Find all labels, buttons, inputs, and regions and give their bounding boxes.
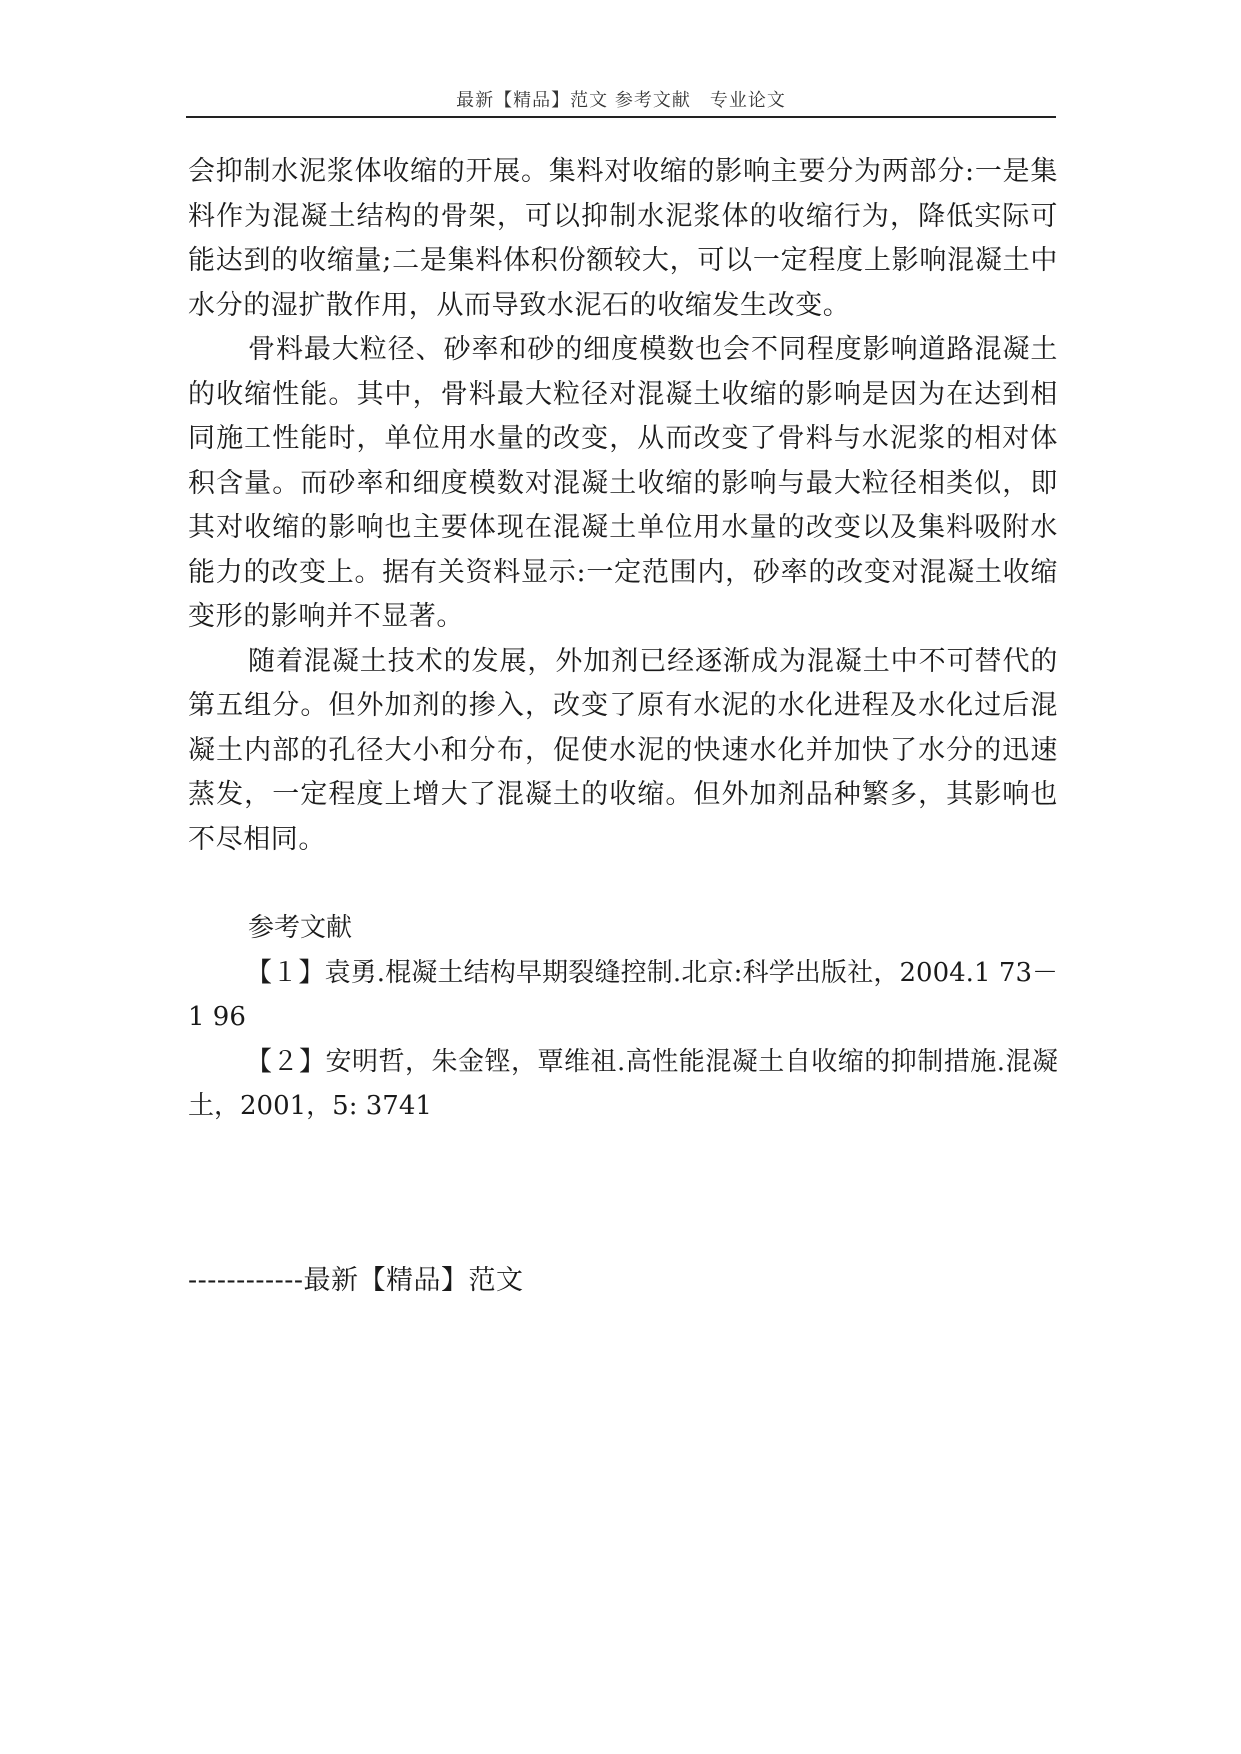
reference-item-2: 【２】安明哲，朱金铿，覃维祖.高性能混凝土自收缩的抑制措施.混凝土，2001，5: 3741 <box>188 1046 1058 1121</box>
paragraph-admixture: 随着混凝土技术的发展，外加剂已经逐渐成为混凝土中不可替代的第五组分。但外加剂的掺入，改变了原有水泥的水化进程及水化过后混凝土内部的孔径大小和分布，促使水泥的快速水化并加快了水分的迅速蒸发，一定程度上增大了混凝土的收缩。但外加剂品种繁多，其影响也不尽相同。 <box>188 645 1058 855</box>
page-footer: ------------最新【精品】范文 <box>188 1265 524 1296</box>
section-spacer <box>188 862 1058 906</box>
header-divider <box>186 116 1056 118</box>
references-heading: 参考文献 <box>248 913 353 943</box>
paragraph-aggregate-effect: 会抑制水泥浆体收缩的开展。集料对收缩的影响主要分为两部分:一是集料作为混凝土结构的骨架，可以抑制水泥浆体的收缩行为，降低实际可能达到的收缩量;二是集料体积份额较大，可以一定程度上影响混凝土中水分的湿扩散作用，从而导致水泥石的收缩发生改变。 <box>188 156 1058 321</box>
document-body <box>188 150 1058 1129</box>
paragraph-aggregate-size: 骨料最大粒径、砂率和砂的细度模数也会不同程度影响道路混凝土的收缩性能。其中，骨料最大粒径对混凝土收缩的影响是因为在达到相同施工性能时，单位用水量的改变，从而改变了骨料与水泥浆的相对体积含量。而砂率和细度模数对混凝土收缩的影响与最大粒径相类似，即其对收缩的影响也主要体现在混凝土单位用水量的改变以及集料吸附水能力的改变上。据有关资料显示:一定范围内，砂率的改变对混凝土收缩变形的影响并不显著。 <box>188 334 1058 632</box>
page-header: 最新【精品】范文 参考文献 专业论文 <box>456 90 786 111</box>
reference-item-1: 【１】袁勇.棍凝土结构早期裂缝控制.北京:科学出版社，2004.1 73－1 96 <box>188 957 1058 1032</box>
